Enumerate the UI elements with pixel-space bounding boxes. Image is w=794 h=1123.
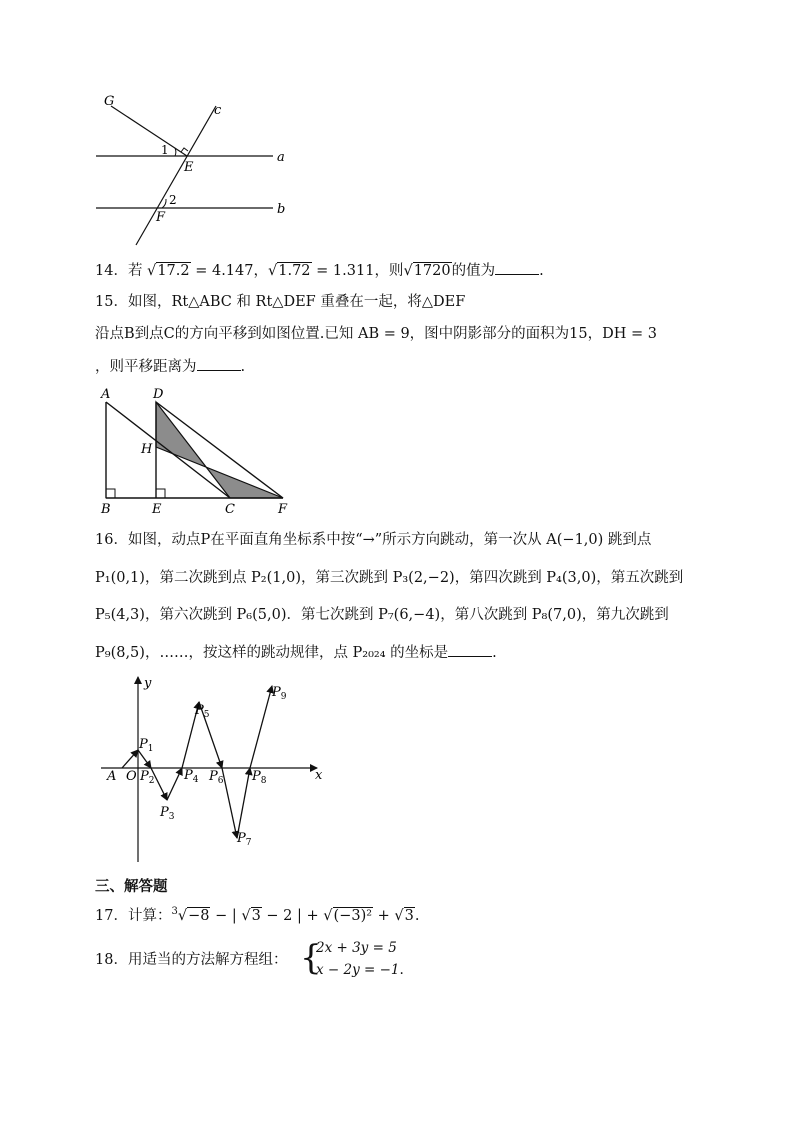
label-H: H <box>141 442 153 457</box>
equation-2: x − 2y = −1. <box>316 962 404 978</box>
question-16-line-1: 16．如图，动点P在平面直角坐标系中按“→”所示方向跳动，第一次从 A(−1,0) 跳到点 <box>95 532 652 548</box>
label-P2: $P_2$ <box>140 769 155 786</box>
question-18-text: 18．用适当的方法解方程组： <box>95 952 288 968</box>
label-P8: $P_8$ <box>252 769 267 786</box>
label-P3: $P_3$ <box>160 805 175 822</box>
answer-blank[interactable] <box>495 260 539 275</box>
answer-blank[interactable] <box>197 356 241 371</box>
label-A: A <box>107 769 117 784</box>
question-17: 17．计算：$^3$√−8 − | √3 − 2 | + √(−3)² + √3. <box>95 906 420 924</box>
question-16-line-3: P₅(4,3)，第六次跳到 P₆(5,0)．第七次跳到 P₇(6,−4)，第八次跳到 P₈(7,0)，第九次跳到 <box>95 607 669 623</box>
line-c <box>136 106 216 245</box>
triangles-figure <box>95 385 295 520</box>
angle-1-label: 1 <box>161 143 169 157</box>
label-y: y <box>144 676 152 691</box>
system-brace: { <box>300 938 322 978</box>
question-16-line-2: P₁(0,1)，第二次跳到点 P₂(1,0)，第三次跳到 P₃(2,−2)，第四次跳到 P₄(3,0)，第五次跳到 <box>95 570 684 586</box>
label-F: F <box>156 210 166 225</box>
label-D: D <box>153 387 164 402</box>
question-15-line-1: 15．如图，Rt△ABC 和 Rt△DEF 重叠在一起，将△DEF <box>95 294 466 310</box>
label-B: B <box>101 502 111 517</box>
label-G: G <box>104 94 115 109</box>
label-b: b <box>277 202 286 217</box>
coordinate-jump-figure <box>95 672 335 867</box>
label-P5: $P_5$ <box>195 703 210 720</box>
question-15-line-2: 沿点B到点C的方向平移到如图位置.已知 AB = 9，图中阴影部分的面积为15，DH = 3 <box>95 326 657 342</box>
label-C: C <box>225 502 235 517</box>
answer-blank[interactable] <box>448 642 492 657</box>
label-P7: $P_7$ <box>237 831 252 848</box>
label-P9: $P_9$ <box>272 685 287 702</box>
question-15-line-3: ，则平移距离为 . <box>95 356 245 377</box>
label-P4: $P_4$ <box>184 768 199 785</box>
angle-2-label: 2 <box>169 193 177 207</box>
parallel-lines-figure <box>90 90 300 250</box>
label-c: c <box>214 103 222 118</box>
label-P1: $P_1$ <box>139 737 154 754</box>
question-14: 14．若 √17.2 = 4.147，√1.72 = 1.311，则√1720的值为 . <box>95 260 544 281</box>
label-O: O <box>126 769 137 784</box>
label-F: F <box>278 502 288 517</box>
label-x: x <box>315 768 323 783</box>
label-a: a <box>277 150 285 165</box>
label-E: E <box>184 160 194 175</box>
label-A: A <box>101 387 111 402</box>
equation-1: 2x + 3y = 5 <box>316 940 397 956</box>
label-P6: $P_6$ <box>209 769 224 786</box>
section-heading: 三、解答题 <box>95 879 168 895</box>
question-16-line-4: P₉(8,5)，……，按这样的跳动规律，点 P₂₀₂₄ 的坐标是 . <box>95 642 497 663</box>
label-E: E <box>152 502 162 517</box>
